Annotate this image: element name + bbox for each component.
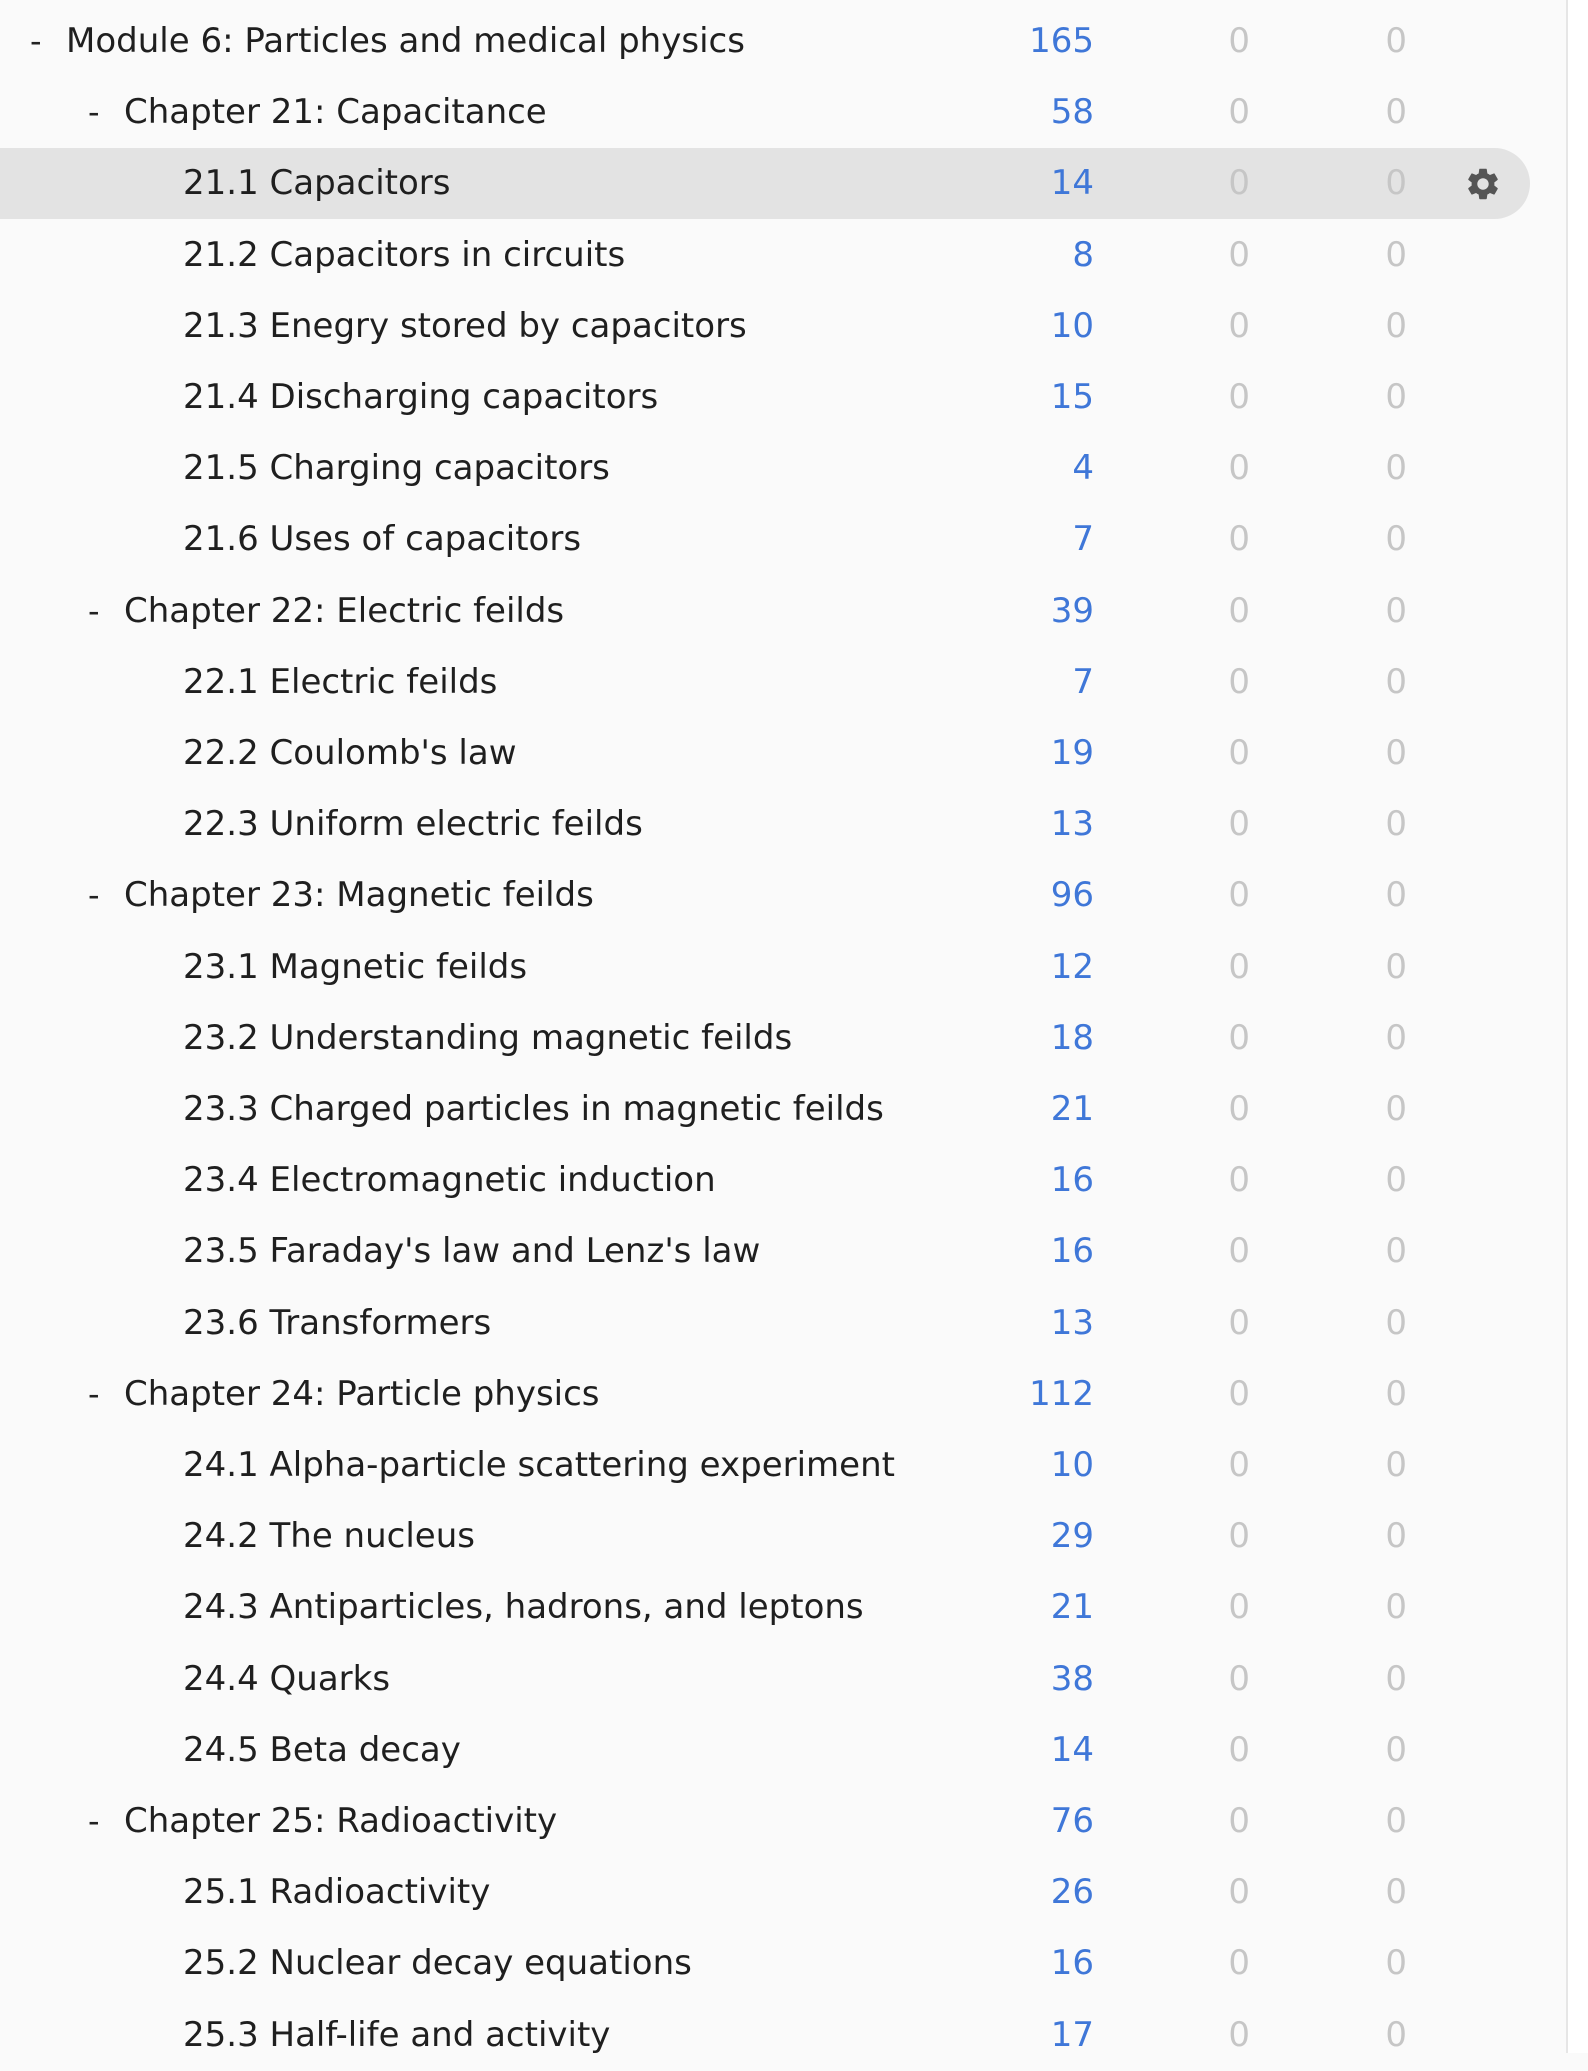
deck-name-link[interactable]: 23.2 Understanding magnetic feilds [183,1017,793,1058]
deck-name-link[interactable]: 21.6 Uses of capacitors [183,519,582,560]
deck-row-subdeck[interactable] [0,932,1530,1003]
deck-name-link[interactable]: 23.5 Faraday's law and Lenz's law [183,1231,761,1272]
new-count: 14 [1050,1729,1094,1770]
collapse-toggle[interactable]: - [88,93,100,132]
learn-count: 0 [1228,733,1250,773]
deck-name-link[interactable]: 25.1 Radioactivity [183,1872,491,1913]
deck-row-chapter[interactable] [0,1786,1530,1857]
deck-name-link[interactable]: Chapter 22: Electric feilds [124,590,565,631]
due-count: 0 [1385,519,1407,560]
learn-count: 0 [1228,1587,1250,1628]
deck-row-subdeck[interactable] [0,1216,1530,1287]
deck-row-subdeck[interactable] [0,1857,1530,1928]
deck-row-subdeck[interactable] [0,362,1530,433]
due-count: 0 [1385,1017,1407,1058]
new-count: 13 [1050,1302,1094,1343]
learn-count: 0 [1228,1872,1250,1913]
deck-row-module[interactable] [0,6,1530,77]
due-count: 0 [1385,377,1407,417]
deck-name-link[interactable]: 23.4 Electromagnetic induction [183,1160,716,1201]
due-count: 0 [1385,733,1407,773]
deck-row-subdeck[interactable] [0,789,1530,860]
deck-name-link[interactable]: 22.3 Uniform electric feilds [183,804,643,845]
deck-row-subdeck[interactable] [0,1501,1530,1572]
deck-row-subdeck[interactable] [0,1003,1530,1074]
deck-name-link[interactable]: Chapter 23: Magnetic feilds [124,875,594,916]
learn-count: 0 [1228,875,1250,916]
learn-count: 0 [1228,448,1250,489]
deck-name-link[interactable]: 21.1 Capacitors [183,163,451,204]
new-count: 16 [1050,1160,1094,1201]
due-count: 0 [1385,804,1407,845]
deck-row-subdeck[interactable] [0,647,1530,718]
new-count: 18 [1050,1017,1094,1058]
learn-count: 0 [1228,804,1250,845]
learn-count: 0 [1228,1658,1250,1699]
deck-name-link[interactable]: 22.2 Coulomb's law [183,733,517,773]
due-count: 0 [1385,1729,1407,1770]
deck-name-link[interactable]: 23.6 Transformers [183,1302,492,1343]
new-count: 58 [1050,92,1094,133]
due-count: 0 [1385,1373,1407,1414]
deck-row-subdeck[interactable] [0,1572,1530,1643]
due-count: 0 [1385,1231,1407,1272]
due-count: 0 [1385,661,1407,702]
learn-count: 0 [1228,2014,1250,2055]
deck-name-link[interactable]: 21.2 Capacitors in circuits [183,234,626,275]
deck-name-link[interactable]: 25.3 Half-life and activity [183,2014,611,2055]
due-count: 0 [1385,92,1407,133]
new-count: 29 [1050,1516,1094,1557]
new-count: 165 [1029,21,1094,61]
collapse-toggle[interactable]: - [88,876,100,915]
deck-name-link[interactable]: 22.1 Electric feilds [183,661,498,702]
deck-row-subdeck[interactable] [0,1928,1530,1999]
deck-name-link[interactable]: 24.2 The nucleus [183,1516,475,1557]
new-count: 17 [1050,2014,1094,2055]
due-count: 0 [1385,163,1407,204]
deck-name-link[interactable]: 24.5 Beta decay [183,1729,461,1770]
new-count: 16 [1050,1943,1094,1984]
deck-name-link[interactable]: 24.3 Antiparticles, hadrons, and leptons [183,1587,864,1628]
new-count: 13 [1050,804,1094,845]
due-count: 0 [1385,234,1407,275]
deck-name-link[interactable]: 21.4 Discharging capacitors [183,377,659,417]
learn-count: 0 [1228,519,1250,560]
new-count: 38 [1050,1658,1094,1699]
learn-count: 0 [1228,92,1250,133]
deck-row-subdeck[interactable] [0,433,1530,504]
new-count: 76 [1050,1801,1094,1841]
learn-count: 0 [1228,305,1250,346]
learn-count: 0 [1228,946,1250,987]
due-count: 0 [1385,2014,1407,2055]
new-count: 16 [1050,1231,1094,1272]
deck-row-subdeck[interactable] [0,291,1530,362]
learn-count: 0 [1228,661,1250,702]
learn-count: 0 [1228,590,1250,631]
deck-row-subdeck[interactable] [0,2000,1530,2071]
learn-count: 0 [1228,377,1250,417]
deck-row-chapter[interactable] [0,1359,1530,1430]
new-count: 15 [1050,377,1094,417]
new-count: 19 [1050,733,1094,773]
collapse-toggle[interactable]: - [88,1802,100,1840]
scrollbar[interactable] [1566,0,1588,2053]
due-count: 0 [1385,305,1407,346]
learn-count: 0 [1228,1231,1250,1272]
deck-name-link[interactable]: Module 6: Particles and medical physics [66,21,745,61]
deck-row-subdeck[interactable] [0,1074,1530,1145]
due-count: 0 [1385,1658,1407,1699]
new-count: 26 [1050,1872,1094,1913]
deck-name-link[interactable]: 23.1 Magnetic feilds [183,946,528,987]
deck-row-chapter[interactable] [0,860,1530,931]
learn-count: 0 [1228,1089,1250,1129]
deck-row-subdeck[interactable] [0,1644,1530,1715]
due-count: 0 [1385,1943,1407,1984]
due-count: 0 [1385,1302,1407,1343]
due-count: 0 [1385,875,1407,916]
new-count: 14 [1050,163,1094,204]
learn-count: 0 [1228,21,1250,61]
learn-count: 0 [1228,1017,1250,1058]
learn-count: 0 [1228,1302,1250,1343]
learn-count: 0 [1228,234,1250,275]
deck-row-chapter[interactable] [0,77,1530,148]
due-count: 0 [1385,1516,1407,1557]
deck-name-link[interactable]: 24.1 Alpha-particle scattering experiment [183,1445,895,1485]
new-count: 8 [1072,234,1094,275]
deck-name-link[interactable]: 21.5 Charging capacitors [183,448,610,489]
deck-name-link[interactable]: Chapter 24: Particle physics [124,1373,600,1414]
due-count: 0 [1385,1801,1407,1841]
deck-row-subdeck[interactable] [0,504,1530,575]
deck-row-subdeck[interactable] [0,1145,1530,1216]
new-count: 10 [1050,1445,1094,1485]
new-count: 7 [1072,519,1094,560]
due-count: 0 [1385,1160,1407,1201]
new-count: 112 [1029,1373,1094,1414]
collapse-toggle[interactable]: - [88,591,100,630]
new-count: 21 [1050,1587,1094,1628]
deck-name-link[interactable]: 23.3 Charged particles in magnetic feilds [183,1089,884,1129]
due-count: 0 [1385,590,1407,631]
new-count: 96 [1050,875,1094,916]
new-count: 7 [1072,661,1094,702]
deck-name-link[interactable]: Chapter 21: Capacitance [124,92,547,133]
new-count: 12 [1050,946,1094,987]
deck-name-link[interactable]: 24.4 Quarks [183,1658,391,1699]
learn-count: 0 [1228,1373,1250,1414]
deck-row-subdeck[interactable] [0,718,1530,789]
deck-row-subdeck[interactable] [0,1715,1530,1786]
learn-count: 0 [1228,1943,1250,1984]
deck-row-chapter[interactable] [0,576,1530,647]
deck-row-subdeck[interactable] [0,1430,1530,1501]
learn-count: 0 [1228,1516,1250,1557]
deck-name-link[interactable]: 21.3 Enegry stored by capacitors [183,305,747,346]
learn-count: 0 [1228,163,1250,204]
new-count: 39 [1050,590,1094,631]
learn-count: 0 [1228,1445,1250,1485]
due-count: 0 [1385,1587,1407,1628]
learn-count: 0 [1228,1729,1250,1770]
deck-row-subdeck[interactable] [0,1288,1530,1359]
due-count: 0 [1385,448,1407,489]
collapse-toggle[interactable]: - [30,22,42,60]
learn-count: 0 [1228,1801,1250,1841]
deck-name-link[interactable]: 25.2 Nuclear decay equations [183,1943,692,1984]
due-count: 0 [1385,1872,1407,1913]
due-count: 0 [1385,1445,1407,1485]
deck-row-subdeck[interactable] [0,148,1530,219]
deck-name-link[interactable]: Chapter 25: Radioactivity [124,1801,558,1841]
deck-row-subdeck[interactable] [0,220,1530,291]
new-count: 21 [1050,1089,1094,1129]
gear-icon[interactable] [1464,165,1502,203]
learn-count: 0 [1228,1160,1250,1201]
new-count: 4 [1072,448,1094,489]
due-count: 0 [1385,21,1407,61]
collapse-toggle[interactable]: - [88,1374,100,1413]
due-count: 0 [1385,1089,1407,1129]
new-count: 10 [1050,305,1094,346]
due-count: 0 [1385,946,1407,987]
